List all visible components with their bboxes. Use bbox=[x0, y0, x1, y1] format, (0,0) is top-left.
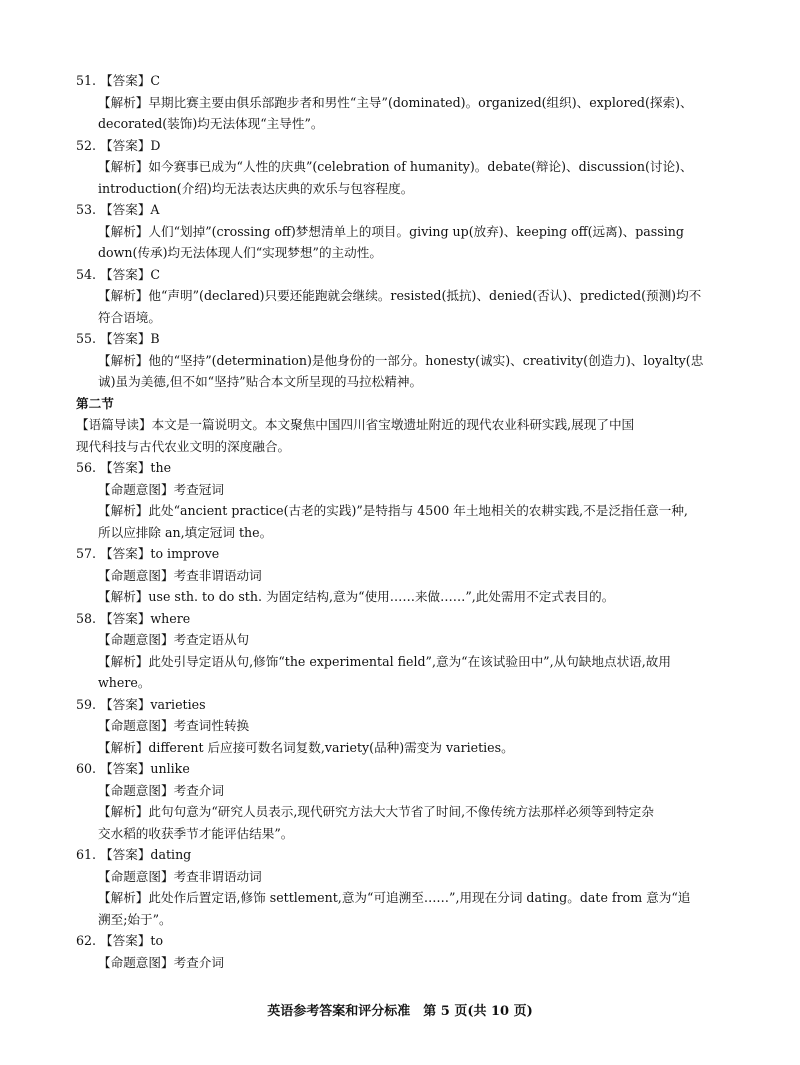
explanation-line: 【解析】他的“坚持”(determination)是他身份的一部分。honesty(诚实)、creativity(创造力)、loyalty(忠 bbox=[98, 352, 704, 368]
answer-line: 53. 【答案】A bbox=[76, 202, 160, 217]
intro-line: 【语篇导读】本文是一篇说明文。本文聚焦中国四川省宝墩遗址附近的现代农业科研实践,展现了中国 bbox=[76, 417, 635, 432]
answers-51-55 bbox=[76, 70, 738, 393]
explanation-line: 【解析】他“声明”(declared)只要还能跑就会继续。resisted(抵抗)、denied(否认)、predicted(预测)均不 bbox=[98, 288, 702, 303]
answer-entry bbox=[76, 70, 738, 135]
explanation-line: 【解析】如今赛事已成为“人性的庆典”(celebration of humanity)。debate(辩论)、discussion(讨论)、 bbox=[98, 159, 693, 174]
explanation-line: 【解析】此句句意为“研究人员表示,现代研究方法大大节省了时间,不像传统方法那样必须等到特定杂 bbox=[98, 804, 654, 819]
answer-line: 60. 【答案】unlike bbox=[76, 761, 190, 776]
explanation-line: 【解析】早期比赛主要由俱乐部跑步者和男性“主导”(dominated)。organized(组织)、explored(探索)、 bbox=[98, 94, 693, 110]
explanation-line: 【命题意图】考查介词 bbox=[98, 782, 224, 798]
explanation-line: 所以应排除 an,填定冠词 the。 bbox=[98, 524, 273, 540]
explanation-line: 【解析】人们“划掉”(crossing off)梦想清单上的项目。giving up(放弃)、keeping off(远离)、passing bbox=[98, 223, 684, 239]
answer-line: 54. 【答案】C bbox=[76, 266, 161, 282]
explanation-line: 【解析】此处“ancient practice(古老的实践)”是特指与 4500 年土地相关的农耕实践,不是泛指任意一种, bbox=[98, 503, 688, 518]
page-footer: 英语参考答案和评分标准 第 5 页(共 10 页) bbox=[267, 1004, 533, 1019]
section-title: 第二节 bbox=[76, 395, 114, 411]
answer-entry bbox=[76, 844, 738, 930]
explanation-line: introduction(介绍)均无法表达庆典的欢乐与包容程度。 bbox=[98, 180, 414, 196]
explanation-line: where。 bbox=[98, 675, 151, 690]
answer-line: 52. 【答案】D bbox=[76, 137, 161, 153]
intro-line: 现代科技与古代农业文明的深度融合。 bbox=[76, 438, 291, 454]
answer-entry bbox=[76, 694, 738, 759]
answer-entry bbox=[76, 328, 738, 393]
answer-entry bbox=[76, 608, 738, 694]
answer-entry bbox=[76, 543, 738, 608]
explanation-line: 【解析】different 后应接可数名词复数,variety(品种)需变为 varieties。 bbox=[98, 739, 514, 755]
explanation-line: 【解析】此处作后置定语,修饰 settlement,意为“可追溯至……”,用现在分词 dating。date from 意为“追 bbox=[98, 890, 691, 905]
explanation-line: 【命题意图】考查冠词 bbox=[98, 481, 224, 497]
answer-entry bbox=[76, 199, 738, 264]
explanation-line: 【命题意图】考查词性转换 bbox=[98, 718, 250, 733]
answer-entry bbox=[76, 264, 738, 329]
explanation-line: 【解析】此处引导定语从句,修饰“the experimental field”,意为“在该试验田中”,从句缺地点状语,故用 bbox=[98, 653, 671, 669]
explanation-line: 【命题意图】考查定语从句 bbox=[98, 632, 250, 647]
answer-line: 55. 【答案】B bbox=[76, 331, 160, 346]
explanation-line: 【解析】use sth. to do sth. 为固定结构,意为“使用……来做……”,此处需用不定式表目的。 bbox=[98, 589, 615, 604]
answer-entry bbox=[76, 758, 738, 844]
explanation-line: decorated(装饰)均无法体现“主导性”。 bbox=[98, 116, 324, 131]
explanation-line: 交水稻的收获季节才能评估结果”。 bbox=[98, 825, 294, 841]
answer-line: 56. 【答案】the bbox=[76, 460, 172, 475]
explanation-line: 【命题意图】考查介词 bbox=[98, 954, 224, 970]
answer-line: 51. 【答案】C bbox=[76, 73, 161, 88]
explanation-line: 【命题意图】考查非谓语动词 bbox=[98, 868, 262, 884]
answer-line: 62. 【答案】to bbox=[76, 933, 164, 948]
explanation-line: 符合语境。 bbox=[98, 309, 161, 325]
answer-entry bbox=[76, 930, 738, 973]
answer-line: 58. 【答案】where bbox=[76, 610, 191, 626]
explanation-line: down(传承)均无法体现人们“实现梦想”的主动性。 bbox=[98, 245, 382, 260]
explanation-line: 【命题意图】考查非谓语动词 bbox=[98, 567, 262, 583]
answer-line: 61. 【答案】dating bbox=[76, 847, 192, 862]
answers-56-62 bbox=[76, 457, 738, 973]
answer-entry bbox=[76, 135, 738, 200]
explanation-line: 溯至;始于”。 bbox=[98, 911, 172, 927]
passage-intro bbox=[76, 414, 738, 457]
explanation-line: 诚)虽为美德,但不如“坚持”贴合本文所呈现的马拉松精神。 bbox=[98, 374, 423, 389]
answer-line: 59. 【答案】varieties bbox=[76, 696, 206, 712]
answer-entry bbox=[76, 457, 738, 543]
answer-line: 57. 【答案】to improve bbox=[76, 546, 220, 561]
